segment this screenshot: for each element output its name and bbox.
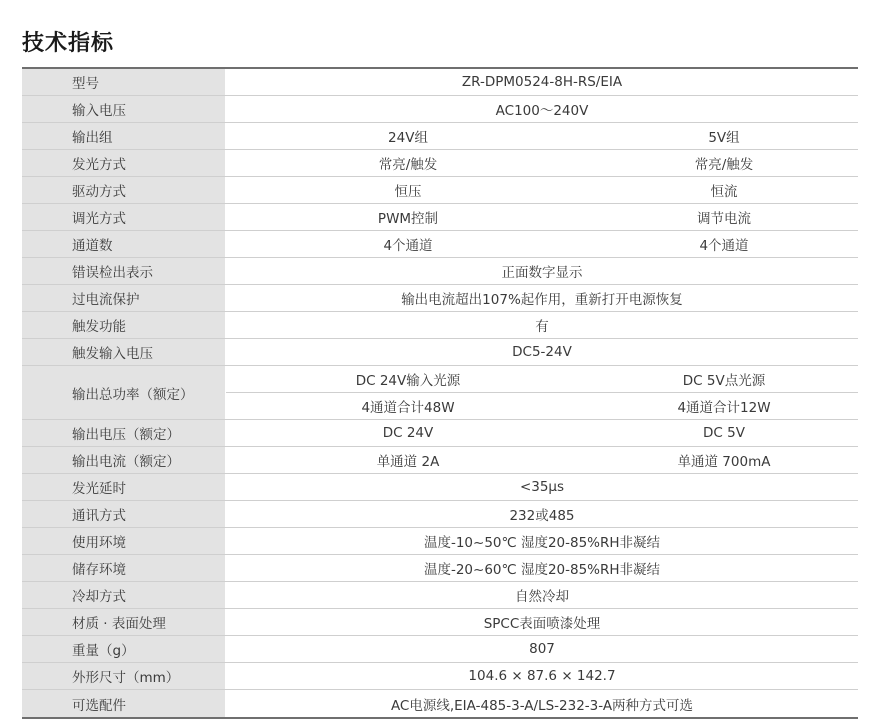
table-row — [22, 690, 858, 717]
row-label: 触发功能 — [22, 312, 226, 338]
row-label: 储存环境 — [22, 555, 226, 581]
table-row — [22, 366, 858, 420]
row-value: AC100～240V — [495, 103, 589, 119]
table-row — [22, 312, 858, 339]
row-value-24v: 4通道合计48W — [361, 400, 455, 416]
table-row — [22, 447, 858, 474]
row-label: 发光延时 — [22, 474, 226, 500]
row-label: 输出组 — [22, 123, 226, 149]
row-value-5v: DC 5V — [703, 425, 745, 441]
table-row — [22, 474, 858, 501]
row-value: 温度-10~50℃ 湿度20-85%RH非凝结 — [423, 535, 661, 551]
row-value: AC电源线,EIA-485-3-A/LS-232-3-A两种方式可选 — [390, 697, 694, 714]
table-bottom-rule — [22, 717, 858, 719]
row-value: 正面数字显示 — [501, 265, 583, 281]
row-label: 驱动方式 — [22, 177, 226, 203]
row-value-24v: PWM控制 — [377, 211, 439, 227]
row-label: 发光方式 — [22, 150, 226, 176]
table-row — [22, 528, 858, 555]
row-value-24v: DC 24V输入光源 — [355, 373, 461, 389]
row-label: 通讯方式 — [22, 501, 226, 527]
table-row — [22, 663, 858, 690]
row-value: <35μs — [519, 479, 565, 495]
row-value: 807 — [529, 641, 555, 657]
row-label: 输入电压 — [22, 96, 226, 122]
row-value-5v: 恒流 — [710, 184, 738, 200]
row-value-5v: 5V组 — [708, 130, 740, 146]
row-value-5v: 单通道 700mA — [677, 454, 771, 470]
row-label: 使用环境 — [22, 528, 226, 554]
row-value-24v: 恒压 — [394, 184, 422, 200]
table-row — [22, 609, 858, 636]
table-row — [22, 501, 858, 528]
row-value: SPCC表面喷漆处理 — [483, 616, 601, 632]
row-value-24v: 4个通道 — [383, 238, 433, 254]
page-title: 技术指标 — [22, 31, 115, 56]
table-row — [22, 123, 858, 150]
row-value: 温度-20~60℃ 湿度20-85%RH非凝结 — [423, 562, 661, 578]
table-row — [22, 231, 858, 258]
row-value: 自然冷却 — [515, 589, 569, 605]
row-value: 输出电流超出107%起作用，重新打开电源恢复 — [401, 292, 683, 308]
row-label: 重量（g） — [22, 636, 226, 662]
table-row — [22, 420, 858, 447]
row-label: 可选配件 — [22, 690, 226, 717]
row-value-5v: 4通道合计12W — [677, 400, 771, 416]
row-value-5v: 调节电流 — [697, 211, 751, 227]
row-value-24v: 单通道 2A — [376, 454, 440, 470]
table-row — [22, 258, 858, 285]
spec-table — [22, 67, 858, 719]
row-label: 冷却方式 — [22, 582, 226, 608]
table-row — [22, 339, 858, 366]
row-value: 有 — [535, 319, 549, 335]
row-value: 232或485 — [509, 508, 575, 524]
row-label: 材质 · 表面处理 — [22, 609, 226, 635]
row-label: 型号 — [22, 69, 226, 95]
table-row — [22, 69, 858, 96]
row-label: 调光方式 — [22, 204, 226, 230]
row-value-5v: 常亮/触发 — [694, 157, 754, 173]
row-label: 输出电流（额定） — [22, 447, 226, 473]
table-row — [22, 204, 858, 231]
table-row — [22, 582, 858, 609]
row-label: 输出电压（额定） — [22, 420, 226, 446]
row-value-24v: 常亮/触发 — [378, 157, 438, 173]
row-value: DC5-24V — [512, 344, 572, 360]
row-value-5v: 4个通道 — [699, 238, 749, 254]
row-label: 输出总功率（额定） — [22, 366, 226, 419]
row-label: 外形尺寸（mm） — [22, 663, 226, 689]
row-value: ZR-DPM0524-8H-RS/EIA — [461, 74, 623, 90]
table-row — [22, 96, 858, 123]
table-row — [22, 636, 858, 663]
row-value-5v: DC 5V点光源 — [682, 373, 766, 389]
row-label: 通道数 — [22, 231, 226, 257]
row-label: 过电流保护 — [22, 285, 226, 311]
row-label: 触发输入电压 — [22, 339, 226, 365]
row-value: 104.6 × 87.6 × 142.7 — [468, 668, 616, 684]
table-row — [22, 555, 858, 582]
row-value-24v: DC 24V — [382, 425, 434, 441]
row-label: 错误检出表示 — [22, 258, 226, 284]
table-row — [22, 177, 858, 204]
row-value-24v: 24V组 — [388, 130, 428, 146]
table-row — [22, 285, 858, 312]
table-row — [22, 150, 858, 177]
